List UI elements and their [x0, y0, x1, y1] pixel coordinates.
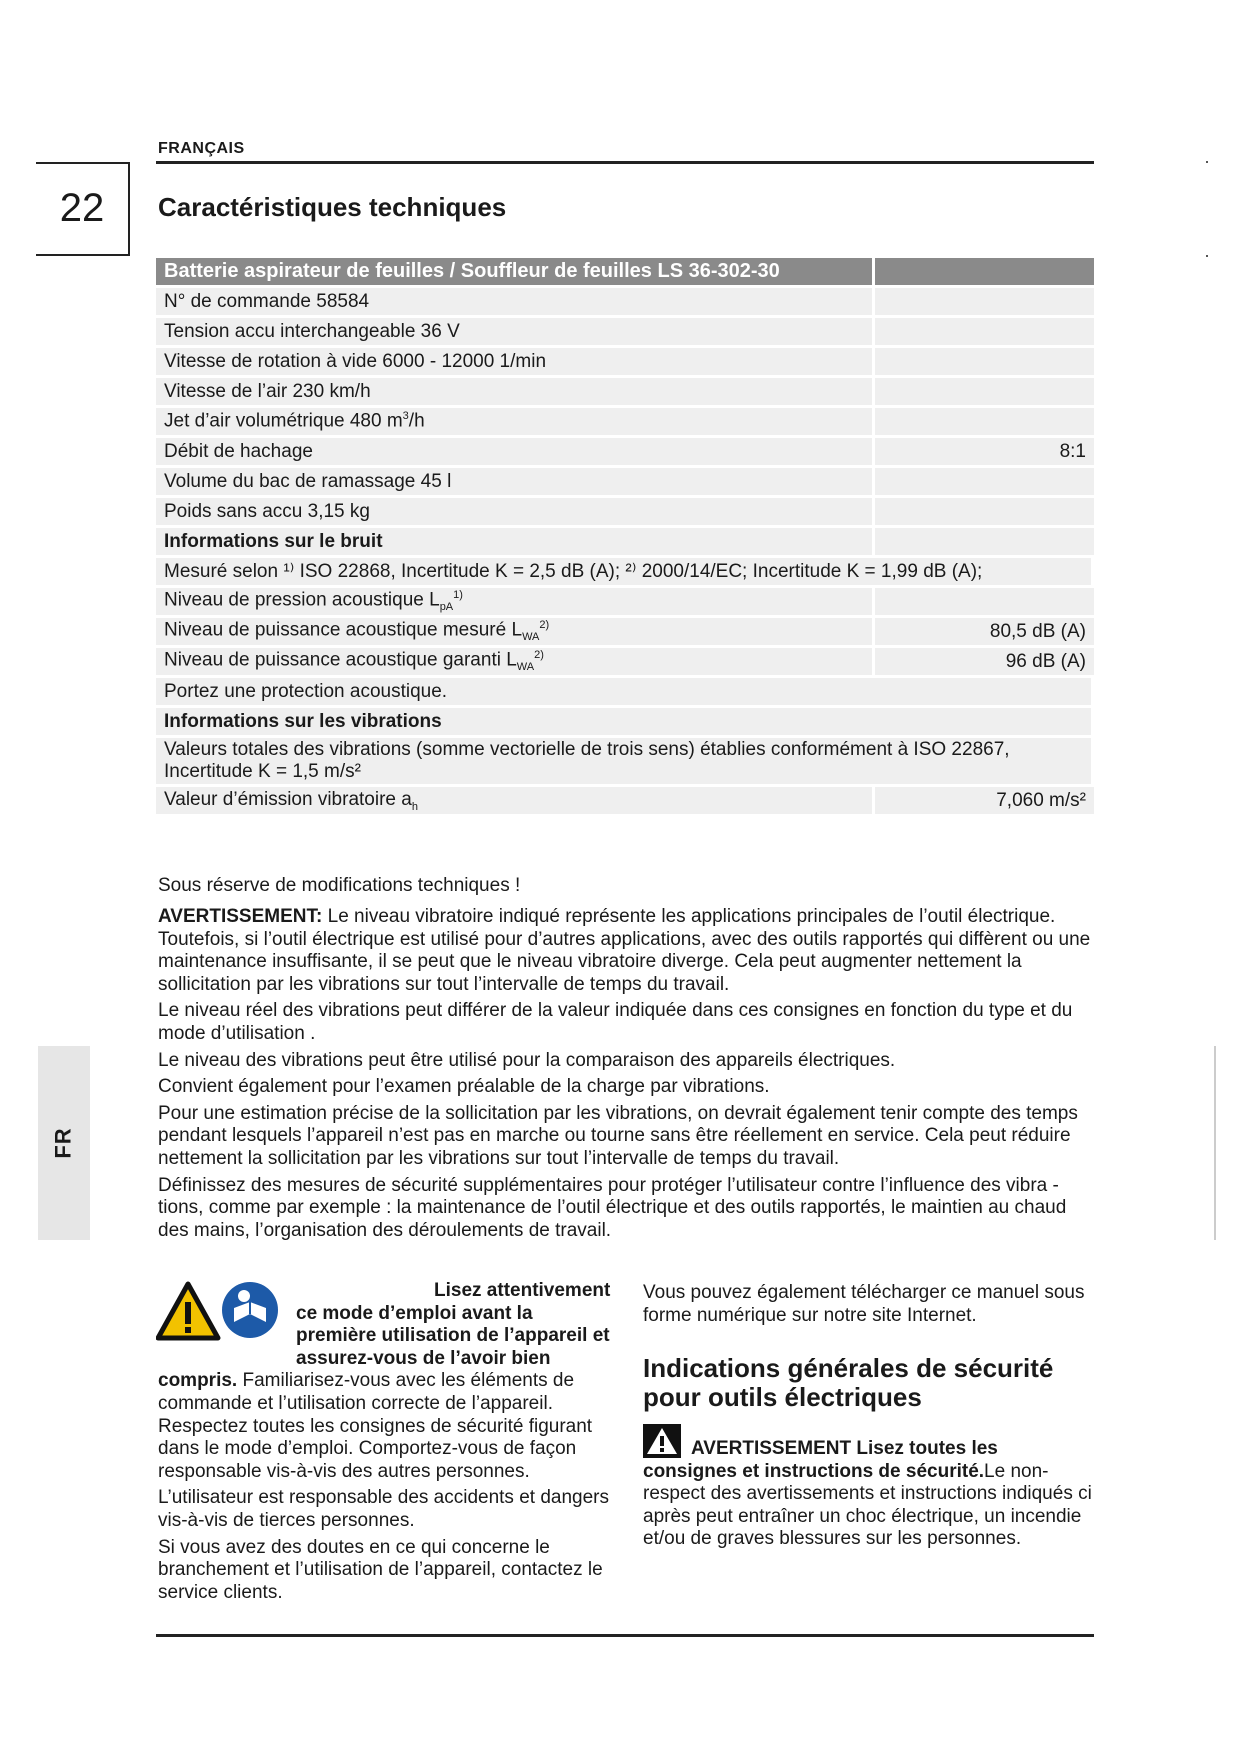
vibration-warning — [158, 906, 1094, 1246]
warning-paragraph: Pour une estimation précise de la sollicitation par les vibrations, on devrait également tenir compte des temps pendant lesquels l’appareil n’est pas en marche ou tourne sans être réellement en service. Cela peut réduire nettement la sollicitation par les vibrations sur tout l’intervalle de temps du travail. — [158, 1102, 1078, 1169]
row-label: Niveau de pression acoustique $L_{pA}^{1)}$ — [156, 588, 875, 615]
table-row — [156, 648, 1094, 675]
row-label: Vitesse de rotation à vide 6000 - 12000 1/min — [156, 348, 875, 375]
table-row — [156, 468, 1094, 495]
spec-table-heading-row — [156, 258, 1094, 285]
safety-warning-lead: AVERTISSEMENT Lisez toutes les consignes et instructions de sécurité. — [643, 1438, 998, 1482]
top-rule — [156, 161, 1094, 164]
safety-warning: AVERTISSEMENT Lisez toutes les consignes et instructions de sécurité.Le non-respect des avertissements et instructions indiqués ci après peut entraîner un choc électrique, un incendie et/ou de graves blessures sur les personnes. — [643, 1424, 1095, 1551]
row-value — [875, 588, 1094, 615]
table-row — [156, 588, 1094, 615]
row-value — [875, 378, 1094, 405]
table-row — [156, 787, 1094, 814]
table-row — [156, 288, 1094, 315]
download-note: Vous pouvez également télécharger ce manuel sous forme numérique sur notre site Internet. — [643, 1282, 1085, 1326]
language-side-tab-label: FR — [50, 1127, 76, 1159]
row-label: Mesuré selon ¹⁾ ISO 22868, Incertitude K = 2,5 dB (A); ²⁾ 2000/14/EC; Incertitude K = 1,99 dB (A); — [156, 558, 1094, 585]
row-label: Valeurs totales des vibrations (somme vectorielle de trois sens) établies conformément à ISO 22867, Incertitude K = 1,5 m/s² — [156, 738, 1094, 784]
row-label: Jet d’air volumétrique 480 $m^3/h$ — [156, 408, 875, 435]
warning-lead: AVERTISSEMENT: — [158, 906, 323, 927]
table-row — [156, 528, 1094, 555]
reserve-note: Sous réserve de modifications techniques ! — [158, 875, 521, 896]
row-label: Volume du bac de ramassage 45 l — [156, 468, 875, 495]
right-margin-rule — [1214, 1046, 1216, 1240]
bottom-rule — [156, 1634, 1094, 1637]
row-value — [875, 348, 1094, 375]
table-row — [156, 378, 1094, 405]
warning-paragraph: Le niveau réel des vibrations peut différer de la valeur indiquée dans ces consignes en fonction du type et du mode d’utilisation . — [158, 1000, 1073, 1044]
spec-table-heading: Batterie aspirateur de feuilles / Souffleur de feuilles LS 36-302-30 — [156, 258, 875, 285]
table-row — [156, 738, 1094, 784]
table-row — [156, 678, 1094, 705]
table-row — [156, 498, 1094, 525]
read-manual-paragraph: Lisez attentivement ce mode d’emploi avant la première utilisation de l’appareil et assurez-vous de l’avoir bien compris. Familiarisez-vous avec les éléments de commande et l’utilisation correcte de l’appareil. Respectez toutes les consignes de sécurité figurant dans le mode d’emploi. Comportez-vous de façon responsable vis-à-vis des autres personnes. — [158, 1280, 611, 1482]
row-label: Débit de hachage — [156, 438, 875, 465]
row-value — [875, 528, 1094, 555]
row-value: 7,060 m/s² — [875, 787, 1094, 814]
warning-paragraph: AVERTISSEMENT: Le niveau vibratoire indiqué représente les applications principales de l’outil électrique. Toutefois, si l’outil électrique est utilisé pour d’autres applications, avec des outils rapportés qui diffèrent ou une maintenance insuffisante, il se peut que le niveau vibratoire diverge. Cela peut augmenter nettement la sollicitation par les vibrations sur tout l’intervalle de temps du travail. — [158, 906, 1091, 995]
row-label: Valeur d’émission vibratoire $a_h$ — [156, 787, 875, 814]
row-value — [875, 408, 1094, 435]
table-row — [156, 708, 1094, 735]
language-label: FRANÇAIS — [158, 140, 245, 157]
safety-heading: Indications générales de sécurité pour outils électriques — [643, 1353, 1054, 1412]
row-value — [875, 498, 1094, 525]
warning-paragraph: Définissez des mesures de sécurité supplémentaires pour protéger l’utilisateur contre l’influence des vibra - tions, comme par exemple : la maintenance de l’outil électrique et des outils rapportés, le maintien au chaud des mains, l’organisation des déroulements de travail. — [158, 1174, 1067, 1241]
row-value — [875, 288, 1094, 315]
section-title: Caractéristiques techniques — [158, 192, 507, 222]
row-value — [875, 318, 1094, 345]
responsibility-paragraph: L’utilisateur est responsable des accidents et dangers vis-à-vis de tierces personnes. — [158, 1487, 609, 1531]
row-label: Informations sur le bruit — [156, 528, 875, 555]
contact-paragraph: Si vous avez des doutes en ce qui concerne le branchement et l’utilisation de l’appareil, contactez le service clients. — [158, 1536, 603, 1603]
row-value: 8:1 — [875, 438, 1094, 465]
table-row — [156, 408, 1094, 435]
row-label: Poids sans accu 3,15 kg — [156, 498, 875, 525]
page-number: 22 — [59, 186, 105, 230]
spec-table-heading-value — [875, 258, 1094, 285]
left-column — [158, 1280, 618, 1608]
row-value: 96 dB (A) — [875, 648, 1094, 675]
read-manual-lead: Lisez attentivement ce mode d’emploi avant la première utilisation de l’appareil et assurez-vous de l’avoir bien compris. — [158, 1280, 611, 1392]
margin-mark — [1206, 161, 1208, 163]
row-value — [875, 468, 1094, 495]
row-label: Portez une protection acoustique. — [156, 678, 1094, 705]
table-row — [156, 618, 1094, 645]
warning-paragraph: Le niveau des vibrations peut être utilisé pour la comparaison des appareils électriques. — [158, 1049, 896, 1071]
row-label: Niveau de puissance acoustique mesuré $L_{WA}^{2)}$ — [156, 618, 875, 645]
margin-mark — [1206, 255, 1208, 257]
table-row — [156, 318, 1094, 345]
row-value: 80,5 dB (A) — [875, 618, 1094, 645]
row-label: Informations sur les vibrations — [156, 708, 1094, 735]
row-label: Vitesse de l’air 230 km/h — [156, 378, 875, 405]
table-row — [156, 348, 1094, 375]
table-row — [156, 558, 1094, 585]
row-label: Tension accu interchangeable 36 V — [156, 318, 875, 345]
table-row — [156, 438, 1094, 465]
spec-table — [156, 255, 1094, 817]
warning-paragraph: Convient également pour l’examen préalable de la charge par vibrations. — [158, 1076, 770, 1098]
row-label: N° de commande 58584 — [156, 288, 875, 315]
warning-triangle-icon — [643, 1424, 681, 1458]
row-label: Niveau de puissance acoustique garanti $L_{WA}^{2)}$ — [156, 648, 875, 675]
